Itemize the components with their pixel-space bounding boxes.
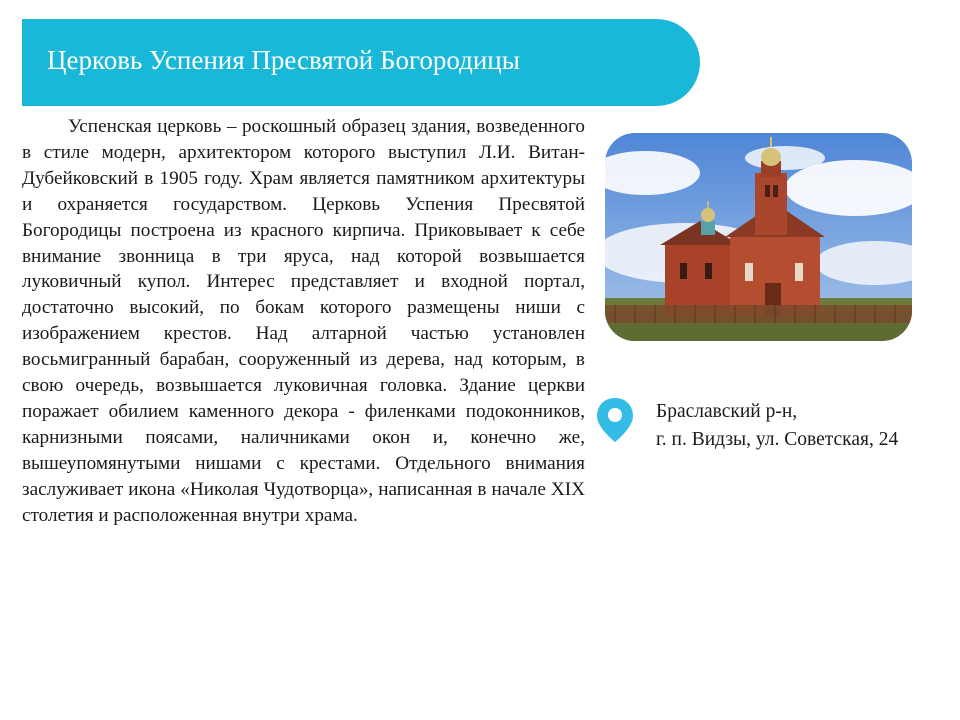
address-street: г. п. Видзы, ул. Советская, 24 bbox=[656, 429, 899, 450]
title-banner bbox=[22, 19, 700, 106]
page-title: Церковь Успения Пресвятой Богородицы bbox=[47, 45, 520, 75]
description-text: Успенская церковь – роскошный образец здания, возведенного в стиле модерн, архитектором которого выступил Л.И. Витан-Дубейковский в 1905 году. Храм является памятником архитектуры и охраняется государством. Церковь Успения Пресвятой Богородицы построена из красного кирпича. Приковывает к себе внимание звонница в три яруса, над которой возвышается луковичный купол. Интерес представляет и входной портал, достаточно высокий, по бокам которого размещены ниши с изображением крестов. Над алтарной частью установлен восьмигранный барабан, сооруженный из дерева, над которым, в свою очередь, возвышается луковичная головка. Здание церкви поражает обилием каменного декора - филенками подоконников, карнизными поясами, наличниками окон и, конечно же, вышеупомянутыми нишами с крестами. Отдельного внимания заслуживает икона «Николая Чудотворца», написанная в начале XIX столетия и расположенная внутри храма. bbox=[22, 116, 585, 526]
address bbox=[656, 398, 898, 454]
address-region: Браславский р-н, bbox=[656, 401, 798, 422]
map-pin-icon bbox=[595, 396, 635, 444]
church-photo bbox=[605, 133, 912, 341]
